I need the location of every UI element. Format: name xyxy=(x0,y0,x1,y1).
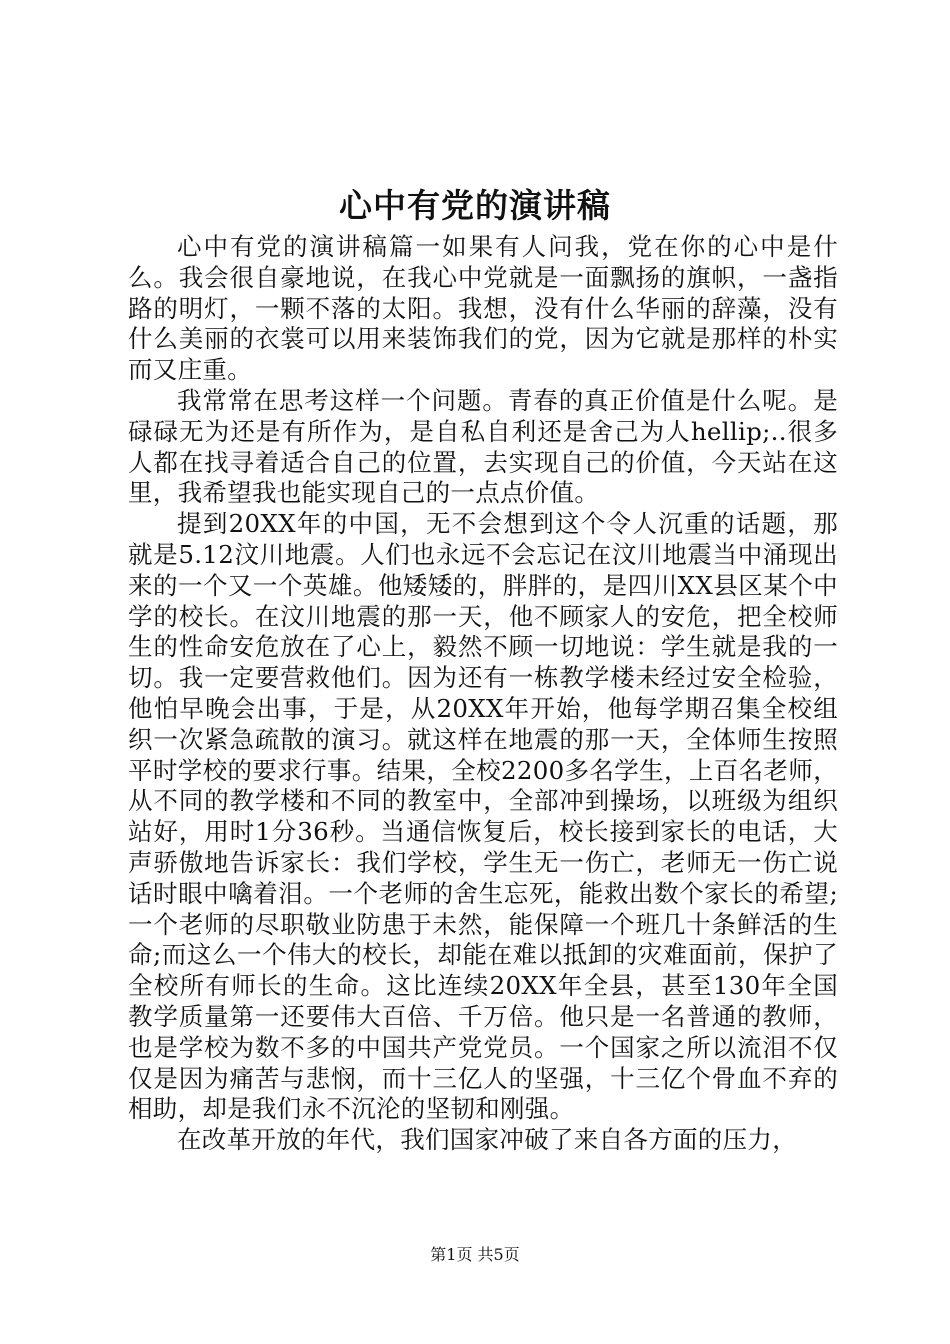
paragraph-4: 在改革开放的年代，我们国家冲破了来自各方面的压力， xyxy=(177,1125,797,1155)
page-number-footer: 第1页 共5页 xyxy=(430,1245,520,1264)
paragraph-1: 心中有党的演讲稿篇一如果有人问我，党在你的心中是什么。我会很自豪地说，在我心中党就是一面飘扬的旗帜，一盏指路的明灯，一颗不落的太阳。我想，没有什么华丽的辞藻，没有什么美丽的衣裳可以用来装饰我们的党，因为它就是那样的朴实而又庄重。 xyxy=(128,232,838,385)
paragraph-2: 我常常在思考这样一个问题。青春的真正价值是什么呢。是碌碌无为还是有所作为，是自私自利还是舍己为人hellip;..很多人都在找寻着适合自己的位置，去实现自己的价值，今天站在这里，我希望我也能实现自己的一点点价值。 xyxy=(128,385,838,508)
paragraph-3: 提到20XX年的中国，无不会想到这个令人沉重的话题，那就是5.12汶川地震。人们也永远不会忘记在汶川地震当中涌现出来的一个又一个英雄。他矮矮的，胖胖的，是四川XX县区某个中学的校长。在汶川地震的那一天，他不顾家人的安危，把全校师生的性命安危放在了心上，毅然不顾一切地说：学生就是我的一切。我一定要营救他们。因为还有一栋教学楼未经过安全检验，他怕早晚会出事，于是，从20XX年开始，他每学期召集全校组织一次紧急疏散的演习。就这样在地震的那一天，全体师生按照平时学校的要求行事。结果，全校2200多名学生，上百名老师，从不同的教学楼和不同的教室中，全部冲到操场，以班级为组织站好，用时1分36秒。当通信恢复后，校长接到家长的电话，大声骄傲地告诉家长：我们学校，学生无一伤亡，老师无一伤亡说话时眼中噙着泪。一个老师的舍生忘死，能救出数个家长的希望;一个老师的尽职敬业防患于未然，能保障一个班几十条鲜活的生命;而这么一个伟大的校长，却能在难以抵卸的灾难面前，保护了全校所有师长的生命。这比连续20XX年全县，甚至130年全国教学质量第一还要伟大百倍、千万倍。他只是一名普通的教师，也是学校为数不多的中国共产党党员。一个国家之所以流泪不仅仅是因为痛苦与悲悯，而十三亿人的坚强，十三亿个骨血不弃的相助，却是我们永不沉沦的坚韧和刚强。 xyxy=(128,509,839,1124)
document-title: 心中有党的演讲稿 xyxy=(339,186,611,225)
document-body xyxy=(128,232,838,1156)
